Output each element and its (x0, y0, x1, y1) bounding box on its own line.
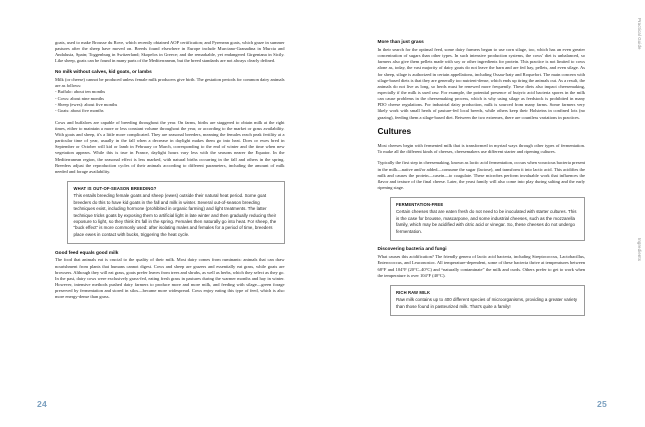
heading-good-feed: Good feed equals good milk (55, 250, 119, 256)
paragraph-good-feed: The food that animals eat is crucial to the quality of their milk. Most dairy comes from ruminants: animals that can draw nourishment from plants that humans cannot digest. Cows and sheep are grazers and essentially eat grass, while goats are browsers. Although they will eat grass, goats prefer leaves from trees and shrubs, as well as herbs, which they select as they go. In the past, dairy cows were exclusively grass-fed, eating fresh grass in pastures during the warmer months and hay in winter. However, intensive methods pushed dairy farmers to produce more and more milk, and feeding with silage—green forage preserved by fermentation and stored in silos—became more widespread. Cows enjoy eating this type of feed, which is also more energy-dense than grass. (55, 257, 285, 300)
heading-no-milk: No milk without calves, kid goats, or lambs (55, 70, 152, 76)
heading-more-than-just-grass: More than just grass (377, 40, 424, 45)
paragraph-intro: goats, used to make Brousse du Rove, which recently obtained AOP certification; and Pyrenean goats, which graze in summer pastures after the sheep have moved on. Breeds found elsewhere in Europe include Murciano-Granadina in Murcia and Andalusia, Spain; Toggenburg in Switzerland; Skopelos in Greece; and the remarkable, yet endangered Girgentana in Sicily. Like sheep, goats can be found in many parts of the Mediterranean, but the breed standards are not always clearly defined. (55, 40, 285, 64)
page-right (323, 0, 645, 427)
paragraph-milk-intro: Milk (or cheese) cannot be produced unless female milk producers give birth. The gestation periods for common dairy animals are as follows: (55, 77, 285, 89)
paragraph-breeding: Cows and buffaloes are capable of breeding throughout the year. On farms, births are staggered to obtain milk at the right times, either to maintain a more or less constant volume throughout the year, or according to the market or grass availability. With goats and sheep, it's a little more complicated. They are seasonal breeders, meaning the females reach peak fertility at a particular time of year, usually in the fall when a decrease in daylight makes them go into heat. Does or ewes bred in September or October will kid or lamb in February or March, corresponding to the end of winter and the time when new vegetation appears. While this is true in France, daylight hours vary less with the seasons nearer the Equator. In the Mediterranean region, the seasonal effect is less marked, with natural births occurring in the fall and others in the spring. Breeders adjust the reproduction cycles of their animals according to different parameters, including the amount of milk needed and forage availability. (55, 119, 285, 174)
callout-body: Raw milk contains up to 400 different species of microorganisms, providing a greater variety than those found in pasteurized milk. That's quite a family! (396, 297, 578, 309)
paragraph-cultures-second: Typically the first step in cheesemaking, known as lactic acid fermentation, occurs when voracious bacteria present in the milk—native and/or added—consume the sugar (lactose), and transform it into lactic acid. This acidifies the milk and causes the protein—casein—to coagulate. These microbes perform invaluable work that influences the flavor and texture of the final cheese. Later, the yeast family will also come into play during salting and the early ripening stage. (377, 160, 585, 191)
page-number-left: 24 (37, 399, 47, 409)
list-item: - Goats: about five months (55, 107, 104, 113)
callout-out-of-season-breeding (67, 181, 285, 244)
paragraph-discovering: What causes this acidification? The friendly genera of lactic acid bacteria, including Streptococcus, Lactobacillus, Enterococcus, and Leuconostoc. All temperature-dependent, some of these bacteria thrive at temperatures between 68°F and 104°F (20°C–40°C) and “naturally contaminate” the milk and curds. Others prefer to get to work when the temperature is over 104°F (40°C). (377, 254, 585, 278)
list-item: - Cows: about nine months (55, 95, 105, 101)
paragraph-cultures-intro: Most cheeses begin with fermented milk that is transformed in myriad ways through other types of fermentation. To make all the different kinds of cheeses, cheesemakers use different starter and ripening cultures. (377, 142, 585, 154)
gestation-list (55, 89, 285, 114)
list-item: - Buffalo: about ten months (55, 89, 106, 95)
callout-body: This entails breeding female goats and sheep (ewes) outside their natural heat period. Some goat breeders do this to have kid goats in the fall and milk in winter. Several out-of-season breeding techniques exist, including hormone (prohibited in organic farming) and light treatments. The latter technique tricks goats by exposing them to artificial light in late winter and then gradually reducing their exposure to light, so they think it's fall in the spring. Females then naturally go into heat. For sheep, the “buck effect” is more commonly used: after isolating males and females for a period of time, breeders place ewes in contact with bucks, triggering the heat cycle. (73, 193, 277, 237)
running-head-practical-guide: Practical Guide (637, 18, 642, 50)
page-number-right: 25 (597, 399, 607, 409)
heading-discovering-bacteria-and-fungi: Discovering bacteria and fungi (377, 247, 447, 253)
running-head-ingredients: Ingredients (637, 238, 642, 262)
callout-title: WHAT IS OUT-OF-SEASON BREEDING? (73, 186, 157, 192)
callout-fermentation-free (390, 197, 586, 241)
heading-cultures: Cultures (377, 126, 412, 137)
paragraph-more-than-just-grass: In their search for the optimal feed, some dairy farmers began to use corn silage, too, which has an even greater concentration of sugars than other types. In such intensive production systems, the cows’ diet is unbalanced, so farmers also give them pellets made with soy or other ingredients for protein. This practice is not limited to cows alone as, today, the vast majority of dairy goats do not leave the barn and are fed hay, pellets, and even silage. As for sheep, silage is authorized in certain appellations, including Ossau-Iraty and Roquefort. The main concern with silage-based diets is that they are generally too nutrient-dense, which ends up tiring the animals out. As a result, the animals do not live as long, so herds must be renewed more frequently. These diets also impact cheesemaking, especially if the milk is used raw. For example, the potential presence of butyric acid bacteria spores in the milk can cause problems in the cheesemaking process, which is why using silage as feedstock is prohibited in many PDO cheese regulations. For industrial dairy production, milk is sourced from many farms. Some farmers very likely work with small herds of pasture-fed local breeds, while others keep their Holsteins in confined lots (no grazing), feeding them a silage-based diet. Between the two extremes, there are countless variations in practices. (377, 46, 585, 120)
callout-rich-raw-milk (390, 285, 586, 316)
callout-title: FERMENTATION-FREE (396, 202, 444, 208)
callout-body: Certain cheeses that are eaten fresh do not need to be inoculated with starter cultures. This is the case for brousse, mascarpone, and some industrial cheeses, such as the mozzarella family, which may be acidified with citric acid or vinegar. So, these cheeses do not undergo fermentation. (396, 209, 577, 234)
callout-title: RICH RAW MILK (396, 289, 431, 295)
list-item: - Sheep (ewes): about five months (55, 101, 118, 107)
